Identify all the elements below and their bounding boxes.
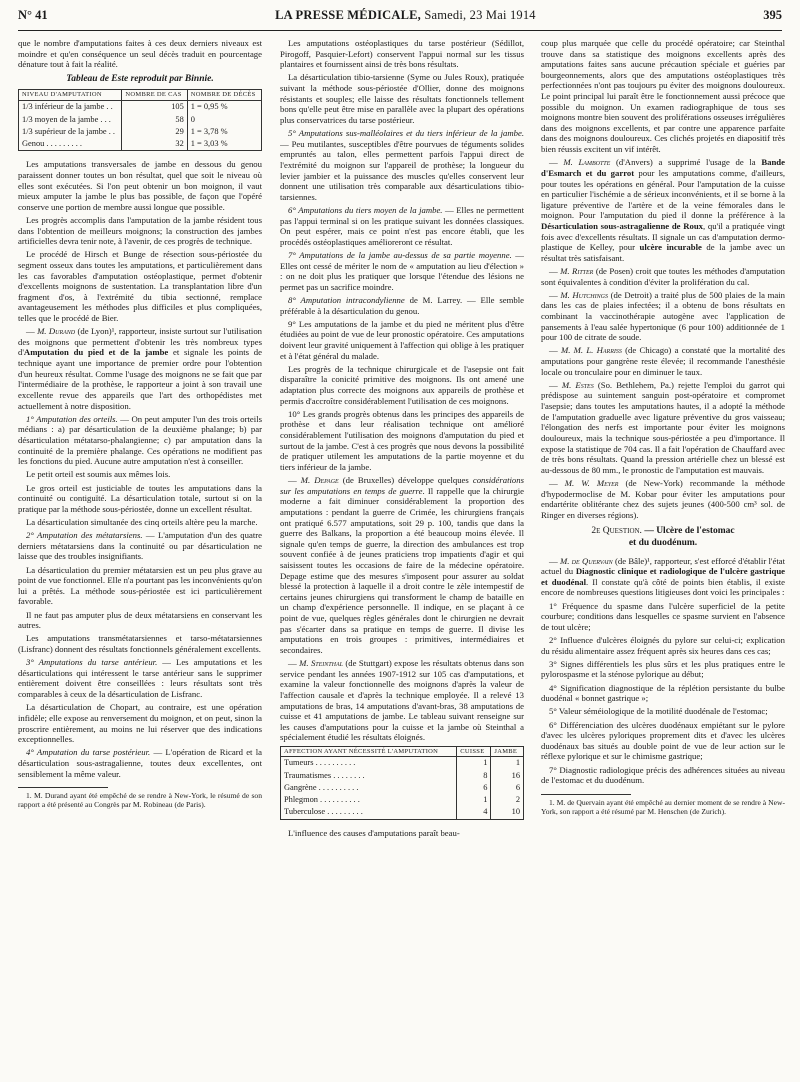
table-cell: 6 [491, 782, 524, 794]
page-number: 395 [763, 8, 782, 22]
paragraph: Les amputations transmétatarsiennes et tarso-métatarsiennes (Lisfranc) donnent des résultats fonctionnels généralement excellents. [18, 633, 262, 655]
table-cell: Gangrène . . . . . . . . . . [281, 782, 457, 794]
text-run: (de Posen) croit que toutes les méthodes d'amputation sont équivalentes à condition d'éviter la prolifération du cal. [541, 265, 785, 287]
paragraph: Le gros orteil est justiciable de toutes les amputations dans la continuité ou contiguïté. La désarticulation totale, surtout si on la pratique par la méthode sous-périostée, donne un excellent résultat. [18, 482, 262, 514]
paragraph: Les progrès de la technique chirurgicale et de l'asepsie ont fait disparaître la conicité primitive des moignons. Ils ont amené une adaptation plus correcte des moignons aux appareils de prothèse et permis d'accroître considérablement l'utilisation de ces moignons. [280, 363, 524, 406]
column-2 [280, 38, 524, 1076]
paragraph: 9° Les amputations de la jambe et du pied ne méritent plus d'être étudiées au point de vue de leur pronostic opératoire. Ces amputations doivent leur gravité uniquement à l'affection qui oblige à les pratiquer et à l'état général du malade. [280, 318, 524, 361]
author-name: M. M. L. Harriss [560, 345, 622, 356]
subheading: 8° Amputation intracondylienne [288, 294, 405, 305]
text-run: (de Chicago) a constaté que la mortalité des amputations pour gangrène reste élevée; il recommande l'anesthésie locale ou tronculaire pour en diminuer le taux. [541, 345, 785, 377]
text-run: (d'Anvers) a supprimé l'usage de la [610, 157, 762, 168]
paragraph: — M. W. Meyer (de New-York) recommande la méthode d'hypodermoclise de M. Kobar pour éviter les amputations pour endartérite oblitérante chez des sujets jeunes (400-500 cm³ sol. de Ringer en diverses régions). [541, 477, 785, 520]
paragraph [18, 657, 262, 699]
bold-term: Diagnostic clinique et radiologique de l'ulcère gastrique et duodénal [541, 566, 785, 587]
paragraph: La désarticulation tibio-tarsienne (Syme ou Jules Roux), pratiquée suivant la méthode sous-périostée d'Ollier, donne des moignons résistants et souples; elle laisse des résultats fonctionnels tellement bons qu'elle peut être mise en parallèle avec la plupart des opérations plus conservatrices du tarse postérieur. [280, 72, 524, 125]
paragraph: Les amputations transversales de jambe en dessous du genou paraissent donner toutes un bon résultat, quel que soit le niveau où elles sont exécutées. Si l'on peut obtenir un bon moignon, il vaut mieux amputer la jambe le plus bas possible, de façon que l'opéré conserve une portion de membre aussi longue que possible. [18, 159, 262, 212]
table-cell: 6 [457, 782, 491, 794]
paragraph: — M. M. L. Harriss (de Chicago) a constaté que la mortalité des amputations pour gangrène reste élevée; il recommande l'anesthésie locale ou tronculaire pour en diminuer le taux. [541, 345, 785, 377]
paragraph: — M. Hutchings (de Detroit) a traité plus de 500 plaies de la main dans les cas de plaies infectées; il a obtenu de bons résultats en combinant la vaccinothérapie autogène avec l'application de pansements à l'eau salée hypertonique (6 pour 100) additionnée de 1 pour 100 de citrate de soude. [541, 289, 785, 343]
table-cell: 1/3 inférieur de la jambe . . [19, 101, 122, 114]
table-row [19, 101, 262, 114]
footnote-divider [18, 787, 108, 788]
subheading: 7° Amputations de la jambe au-dessus de sa partie moyenne. [288, 249, 512, 260]
este-table [18, 89, 262, 151]
issue-date: Samedi, 23 Mai 1914 [424, 8, 536, 22]
table-cell: 1/3 supérieur de la jambe . . [19, 126, 122, 138]
table-cell: 16 [491, 770, 524, 782]
table-row [19, 114, 262, 126]
list-item: 5° Valeur séméiologique de la motilité duodénale de l'estomac; [549, 706, 768, 717]
paragraph: — M. Depage (de Bruxelles) développe quelques considérations sur les amputations en temps de guerre. Il rappelle que la chirurgie moderne a fait diminuer considérablement la proportion des amputations : pendant la guerre de Crimée, les chirurgiens français ont pratiqué 6.577 amputations, soit 29 p. 100, tandis que dans la guerre des Balkans, la proportion a été beaucoup moins élevée. Il signale qu'en temps de guerre, la direction des ambulances est trop souvent confiée à de jeunes praticiens trop impatients d'agir et qui saisissent toutes les occasions de faire de la médecine opératoire. Depage estime que des mesures s'imposent pour assurer au soldat blessé la protection à laquelle il a droit contre le zèle intempestif de certains jeunes chirurgiens qui transforment le champ de bataille en un champ d'expérience personnelle. Il indique, en se plaçant à ce point de vue, quelques règles générales dont le chirurgien ne devrait pas s'écarter dans sa pratique en temps de guerre. Il divise les amputations en trois groupes : primitives, intermédiaires et secondaires. [280, 475, 524, 655]
table-caption: Tableau de Este reproduit par Binnie. [66, 73, 214, 84]
paragraph [280, 295, 524, 316]
paragraph [280, 205, 524, 247]
bold-term: ulcère incurable [639, 242, 702, 253]
paragraph [280, 250, 524, 292]
paragraph: Le procédé de Hirsch et Bunge de résection sous-périostée du segment osseux dans toutes les amputations, et particulièrement dans les cas favorables d'amputation ostéoplastique, permet d'obtenir d'excellents moignons de sustentation. La transplantation libre d'un fragment d'os, à l'extrémité du tibia sectionné, remplace avantageusement les méthodes plus difficiles et plus compliquées, telles que le procédé de Bier. [18, 249, 262, 324]
issue-number: N° 41 [18, 8, 48, 22]
text-run: — On peut amputer l'un des trois orteils médians : a) par désarticulation de la deuxième phalange; b) par désarticulation métatarso-phalangienne; c) par amputation dans la continuité de la première phalange. Ces opérations ne modifient pas les fonctions du pied. Aucune autre amputation n'est à conseiller. [18, 413, 262, 467]
table-row [281, 806, 524, 819]
table-cell: 29 [122, 126, 187, 138]
author-name: M. de Quervain [559, 555, 613, 566]
table-row [281, 770, 524, 782]
bold-term: Amputation du pied et de la jambe [23, 347, 169, 358]
table-cell: 58 [122, 114, 187, 126]
text-run: , qu'il a pratiquée vingt fois avec d'excellents résultats. Il signale un cas d'amputation dermo-plastique de Kelley, pour [541, 220, 785, 253]
table-cell: 1 = 3,78 % [187, 126, 261, 138]
author-name: M. Ritter [560, 265, 594, 276]
table-row [19, 126, 262, 138]
table-row [281, 757, 524, 770]
author-name: M. Lambotte [563, 157, 611, 168]
subheading: 5° Amputations sus-malléolaires et du tiers inférieur de la jambe. [288, 128, 524, 139]
table-header-cell: NOMBRE DE CAS [122, 90, 187, 101]
author-name: M. Depage [300, 475, 339, 486]
steinthal-table [280, 746, 524, 820]
table-cell: Phlegmon . . . . . . . . . . [281, 794, 457, 806]
text-run: (So. Bethlehem, Pa.) rejette l'emploi du garrot qui prédispose au suintement sanguin post-opératoire et compromet l'asepsie; dans toutes les amputations hautes, il a adopté la méthode de l'amputation graduelle avec ligature préventive du gros vaisseau; l'élongation des nerfs est importante pour éviter les moignons douloureux, mais la technique sous-périostée a peu d'importance. Il expose la statistique de 704 cas. Il a fait l'opération de Chauffard avec de très bons résultats. Quand la pression artérielle chez un blessé est au-dessous de 80 mm., le pronostic de l'amputation est mauvais. [541, 379, 785, 475]
table-cell: 10 [491, 806, 524, 819]
text-run: de M. Larrey. — Elle semble préférable à la désarticulation du genou. [280, 294, 524, 316]
table-header-cell: JAMBE [491, 746, 524, 757]
text-run: (de Detroit) a traité plus de 500 plaies de la main dans les cas de plaies infectées; il a obtenu de bons résultats en combinant la vaccinothérapie autogène avec l'application de pansements à l'eau salée hypertonique (6 pour 100) additionnée de 1 pour 100 de citrate de soude. [541, 289, 785, 343]
paragraph: — M. Ritter (de Posen) croit que toutes les méthodes d'amputation sont équivalentes à condition d'éviter la prolifération du cal. [541, 265, 785, 287]
author-name: M. Hutchings [560, 289, 608, 300]
section-topic-line-2: et du duodénum. [628, 537, 698, 548]
paragraph: coup plus marquée que celle du procédé opératoire; car Steinthal trouve dans sa statistique des moignons excellents après des amputations faites sans aucune précaution spéciale et guéries par bourgeonnements, alors que des amputations ostéoplastiques très perfectionnées n'ont pas toujours pu éviter des moignons douloureux. Le point principal lui paraît être le fonctionnement aussi précoce que possible du moignon. Un examen radiographique de tous ses moignons montre bien souvent des proliférations osseuses irrégulières dans des moignons excellents, et par contre une apparence parfaite dans des moignons douloureux. Ces clichés projetés en diapositif très bien réussis excitent un vif intérêt. [541, 38, 785, 155]
section-question: 2e Question. [591, 526, 642, 537]
subheading: 3° Amputations du tarse antérieur. [26, 657, 158, 668]
list-item: 2° Influence d'ulcères éloignés du pylore sur celui-ci; explication du résidu alimentaire assez fréquent après six heures dans ces cas; [541, 634, 785, 656]
table-cell: Tumeurs . . . . . . . . . . [281, 757, 457, 770]
table-cell: 1 = 3,03 % [187, 138, 261, 151]
subheading: 4° Amputation du tarse postérieur. [26, 747, 151, 758]
text-run: . Il constate qu'à côté de points bien établis, il existe encore de nombreuses questions litigieuses dont voici les principales : [541, 576, 785, 598]
list-item: 1° Fréquence du spasme dans l'ulcère superficiel de la petite courbure; conditions dans lesquelles ce spasme survient en l'absence de tout ulcère; [541, 600, 785, 632]
text-run: (de Bruxelles) développe quelques [338, 475, 473, 486]
text-run: . Il rappelle que la chirurgie moderne a fait diminuer considérablement la proportion des amputations : pendant la guerre de Crimée, les chirurgiens français ont pratiqué 6.577 amputations, soit 29 p. 100, tandis que dans la guerre des Balkans, la proportion a été beaucoup moins élevée. Il signale qu'en temps de guerre, la direction des ambulances est trop souvent confiée à de jeunes praticiens trop impatients d'agir et qui saisissent toutes les occasions de faire de la médecine opératoire. Depage estime que des mesures s'imposent pour assurer au soldat blessé la protection à laquelle il a droit contre le zèle intempestif de certains jeunes chirurgiens qui transforment le champ de bataille en un champ d'expérience personnelle. Il indique, en se plaçant à ce point de vue, quelques règles générales dont le chirurgien ne devrait pas s'écarter dans sa pratique en temps de guerre. Il divise les amputations en trois groupes : primitives, intermédiaires et secondaires. [280, 485, 524, 655]
text-run: — Les amputations et les désarticulations qui intéressent le tarse antérieur sans le supprimer entièrement doivent être conseillées : leurs résultats sont très comparables à ceux de la désarticulation de Lisfranc. [18, 657, 262, 700]
page-header [18, 8, 782, 31]
table-cell: 1 = 0,95 % [187, 101, 261, 114]
table-header-cell: CUISSE [457, 746, 491, 757]
footnote: 1. M. de Quervain ayant été empêché au dernier moment de se rendre à New-York, son rapport a été résumé par M. Henschen (de Zurich). [541, 797, 785, 816]
subheading: 6° Amputations du tiers moyen de la jambe. [288, 204, 443, 215]
paragraph: 10° Les grands progrès obtenus dans les principes des appareils de prothèse et dans leur réalisation technique ont amélioré considérablement l'utilisation des moignons d'amputation du pied et surtout de la jambe. C'est à ces progrès que nous devons la possibilité de pratiquer utilement les amputations de la partie moyenne et du tiers inférieur de la jambe. [280, 408, 524, 472]
paragraph: Il ne faut pas amputer plus de deux métatarsiens en conservant les autres. [18, 609, 262, 631]
table-cell: 8 [457, 770, 491, 782]
table-row [19, 138, 262, 151]
section-topic: — Ulcère de l'estomac [641, 526, 735, 537]
list-item: 7° Diagnostic radiologique précis des adhérences situées au niveau de l'estomac et du duodénum. [541, 764, 785, 786]
text-run: — L'opération de Ricard et la désarticulation sous-astragalienne, toutes deux excellentes, ont sensiblement la même valeur. [18, 747, 262, 779]
table-row [281, 794, 524, 806]
text-run: pour les amputations comme, d'ailleurs, pour toutes les opérations en général. Pour l'amputation de la cuisse en particulier l'ischémie a de sérieux inconvénients, et il se borne à la ligature préventive de l'artère et de la veine fémorales dans le moignon. Pour l'amputation du pied il donne la préférence à la [541, 167, 785, 221]
bold-term: Désarticulation sous-astragalienne de Roux [541, 220, 703, 231]
text-run: (de Stuttgart) expose les résultats obtenus dans son service pendant les années 1907-1912 sur 105 cas d'amputations, et examine la valeur fonctionnelle des moignons d'après la valeur de l'affection causale et d'après la technique employée. Il a relevé 13 amputations de bras, 14 amputations d'avant-bras, 38 amputations de cuisse et 41 amputations de jambe. Le tableau suivant renseigne sur les causes d'amputations pour la cuisse et la jambe où Steinthal a spécialement étudié les résultats éloignés. [280, 658, 524, 743]
text-run: — Elles ne permettent pas l'appui terminal si on les pratique suivant les données classiques. On peut espérer, mais ce point n'est pas encore établi, que les procédés ostéoplastiques amélioreront ce résultat. [280, 204, 524, 247]
table-cell: 1 [457, 757, 491, 770]
table-row [281, 782, 524, 794]
table-cell: 32 [122, 138, 187, 151]
bold-term: Bande d'Esmarch et du garrot [541, 157, 785, 178]
journal-title: LA PRESSE MÉDICALE, [275, 8, 421, 22]
table-cell: Genou . . . . . . . . . [19, 138, 122, 151]
table-header-cell: NOMBRE DE DÉCÈS [187, 90, 261, 101]
table-header-row [19, 90, 262, 101]
paragraph: — M. Estes (So. Bethlehem, Pa.) rejette l'emploi du garrot qui prédispose au suintement sanguin post-opératoire et compromet l'asepsie; dans toutes les amputations hautes, il a adopté la méthode de l'amputation graduelle avec ligature préventive du gros vaisseau; l'élongation des nerfs est importante pour éviter les moignons douloureux, mais la technique sous-périostée a peu d'importance. Il expose la statistique de 704 cas. Il a fait l'opération de Chauffard avec de très bons résultats. Quand la pression artérielle chez un blessé est au-dessous de 80 mm., le pronostic de l'amputation est mauvais. [541, 379, 785, 475]
column-3 [541, 38, 785, 1076]
author-name: M. Estes [561, 379, 594, 390]
paragraph [280, 128, 524, 202]
text-run: de la jambe avec un résultat très satisfaisant. [541, 242, 785, 263]
subheading: 1° Amputation des orteils. [26, 413, 118, 424]
list-item: 6° Différenciation des ulcères duodénaux empiétant sur le pylore d'avec les ulcères pyloriques proprement dits et d'avec les ulcères duodénaux bas situés au double point de vue de leur action sur le réflexe pylorique et sur le chimisme gastrique; [541, 719, 785, 762]
section-title [541, 526, 785, 549]
paragraph [18, 414, 262, 467]
subheading: 2° Amputation des métatarsiens. [26, 530, 143, 541]
table-header-cell: AFFECTION AYANT NÉCESSITÉ L'AMPUTATION [281, 746, 457, 757]
paragraph: Les amputations ostéoplastiques du tarse postérieur (Sédillot, Pirogoff, Pasquier-Lefort) conservent l'appui normal sur les tissus plantaires et fournissent ainsi de très bons résultats. [280, 38, 524, 70]
table-cell: 0 [187, 114, 261, 126]
paragraph: — M. Lambotte (d'Anvers) a supprimé l'usage de la Bande d'Esmarch et du garrot pour les amputations comme, d'ailleurs, pour toutes les opérations en général. Pour l'amputation de la cuisse en particulier l'ischémie a de sérieux inconvénients, et il se borne à la ligature préventive de l'artère et de la veine fémorales dans le moignon. Pour l'amputation du pied il donne la préférence à la Désarticulation sous-astragalienne de Roux, qu'il a pratiquée vingt fois avec d'excellents résultats. Il signale un cas d'amputation dermo-plastique de Kelley, pour ulcère incurable de la jambe avec un résultat très satisfaisant. [541, 157, 785, 263]
author-name: M. Steinthal [299, 658, 343, 669]
table-header-cell: NIVEAU D'AMPUTATION [19, 90, 122, 101]
table-cell: 1 [457, 794, 491, 806]
paragraph: La désarticulation du premier métatarsien est un peu plus grave au point de vue fonctionnel. Elle n'a pourtant pas les inconvénients qu'on lui a prêtés. La méthode sous-périostée est ici particulièrement favorable. [18, 564, 262, 607]
running-title [275, 8, 536, 23]
paragraph: Le petit orteil est soumis aux mêmes lois. [26, 469, 171, 480]
text-run: — Peu mutilantes, susceptibles d'être pourvues de téguments solides empruntés au talon, elles permettent parfois l'appui direct de l'extrémité du moignon sur l'appareil de prothèse; la longueur du levier jambier et la puissance des muscles qu'elles conservent leur donnent une utilisation très comparable aux désarticulations tibio-tarsiennes. [280, 138, 524, 202]
footnote-divider [541, 794, 631, 795]
paragraph [18, 530, 262, 562]
text-run: (de Lyon)¹, rapporteur, insiste surtout sur l'utilisation des moignons que permettent d'obtenir les très nombreux types d' [18, 326, 262, 358]
table-cell: 1 [491, 757, 524, 770]
paragraph: La désarticulation simultanée des cinq orteils altère peu la marche. [26, 516, 258, 527]
paragraph: L'influence des causes d'amputations paraît beau- [288, 827, 460, 838]
paragraph: — M. Steinthal (de Stuttgart) expose les résultats obtenus dans son service pendant les années 1907-1912 sur 105 cas d'amputations, et examine la valeur fonctionnelle des moignons d'après la valeur de l'affection causale et d'après la technique employée. Il a relevé 13 amputations de bras, 14 amputations d'avant-bras, 38 amputations de cuisse et 41 amputations de jambe. Le tableau suivant renseigne sur les causes d'amputations pour la cuisse et la jambe où Steinthal a spécialement étudié les résultats éloignés. [280, 658, 524, 743]
author-name: M. W. Meyer [564, 477, 619, 488]
table-cell: Traumatismes . . . . . . . . [281, 770, 457, 782]
text-run: (de Bâle)¹, rapporteur, s'est efforcé d'établir l'état actuel du [541, 555, 785, 577]
text-run: — L'amputation d'un des quatre derniers métatarsiens dans la continuité ou par désarticulation ne laisse que des troubles insignifiants. [18, 530, 262, 562]
table-cell: 4 [457, 806, 491, 819]
italic-term: considérations sur les amputations en temps de guerre [280, 475, 524, 496]
text-run: et signale les points de technique ayant une importance de premier ordre pour l'obtention d'un heureux résultat. Comme l'usage des moignons ne se fait que par l'intermédiaire de la prothèse, le rapporteur a joint à son travail une excellente revue des appareils que l'art des orthopédistes met actuellement à notre disposition. [18, 347, 262, 411]
footnote: 1. M. Durand ayant été empêché de se rendre à New-York, le résumé de son rapport a été présenté au Congrès par M. Robineau (de Paris). [18, 791, 262, 810]
paragraph [18, 747, 262, 779]
table-cell: Tuberculose . . . . . . . . . [281, 806, 457, 819]
paragraph: Les progrès accomplis dans l'amputation de la jambe résident tous dans l'obtention de meilleurs moignons; la construction des jambes artificielles devra tenir note, à l'avenir, de ces progrès de technique. [18, 214, 262, 247]
list-item: 3° Signes différentiels les plus sûrs et les plus pratiques entre le pylorospasme et la sténose pylorique au début; [541, 658, 785, 680]
paragraph: que le nombre d'amputations faites à ces deux derniers niveaux est moindre et qu'en conséquence un seul décès traduit en pourcentage dénature tout à fait la réalité. [18, 38, 262, 70]
table-cell: 105 [122, 101, 187, 114]
table-header-row [281, 746, 524, 757]
list-item: 4° Signification diagnostique de la réplétion persistante du bulbe duodénal « bonnet gastrique »; [541, 682, 785, 704]
text-run: (de New-York) recommande la méthode d'hypodermoclise de M. Kobar pour éviter les amputations pour endartérite oblitérante chez des sujets jeunes (400-500 cm³ sol. de Ringer en diverses régions). [541, 477, 785, 520]
author-name: M. Durand [37, 326, 76, 337]
table-cell: 1/3 moyen de la jambe . . . [19, 114, 122, 126]
paragraph: La désarticulation de Chopart, au contraire, est une opération infidèle; elle expose au renversement du moignon, et on peut, sinon la proscrire entièrement, au moins ne lui réserver que des indications exceptionnelles. [18, 702, 262, 745]
text-run: — Elles ont cessé de mériter le nom de « amputation au lieu d'élection » : on ne doit plus les pratiquer que lorsque l'étendue des lésions ne permet pas un sacrifice moindre. [280, 249, 524, 292]
table-cell: 2 [491, 794, 524, 806]
column-1 [18, 38, 262, 1076]
paragraph: — M. de Quervain (de Bâle)¹, rapporteur, s'est efforcé d'établir l'état actuel du Diagnostic clinique et radiologique de l'ulcère gastrique et duodénal. Il constate qu'à côté de points bien établis, il existe encore de nombreuses questions litigieuses dont voici les principales : [541, 555, 785, 598]
paragraph: — M. Durand (de Lyon)¹, rapporteur, insiste surtout sur l'utilisation des moignons que permettent d'obtenir les très nombreux types d'Amputation du pied et de la jambe et signale les points de technique ayant une importance de premier ordre pour l'obtention d'un heureux résultat. Comme l'usage des moignons ne se fait que par l'intermédiaire de la prothèse, le rapporteur a joint à son travail une excellente revue des appareils que l'art des orthopédistes met actuellement à notre disposition. [18, 326, 262, 411]
